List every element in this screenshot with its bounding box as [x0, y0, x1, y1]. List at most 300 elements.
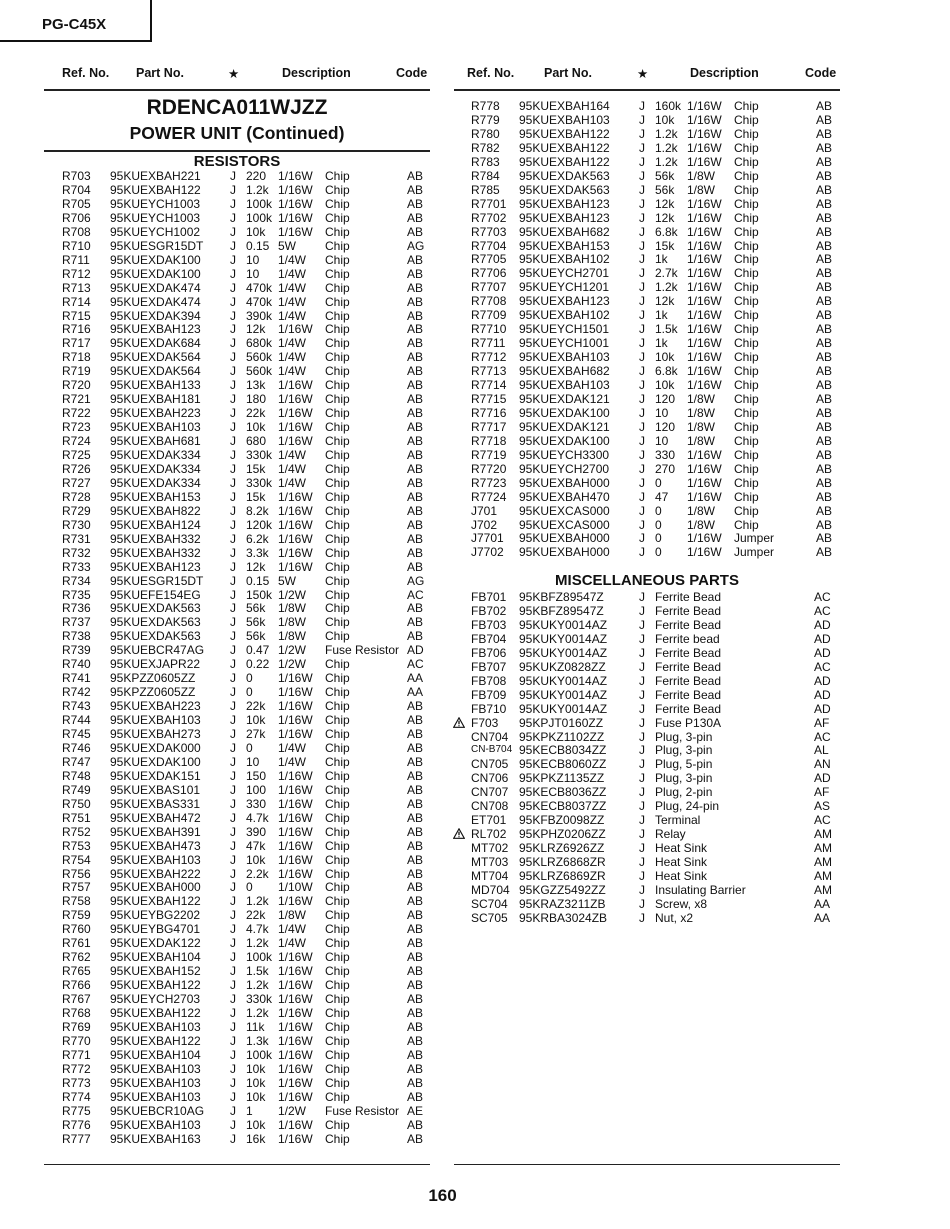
- description: Chip: [325, 615, 350, 630]
- part-no: 95KUKY0014AZ: [519, 687, 608, 702]
- ref-no: R760: [62, 922, 91, 937]
- resistance-value: 6.8k: [655, 224, 678, 239]
- ref-no: R7711: [471, 336, 506, 351]
- resistance-value: 0: [246, 685, 253, 700]
- resistance-value: 22k: [246, 699, 266, 714]
- code: AB: [407, 950, 424, 965]
- ref-no: FB701: [471, 590, 507, 604]
- wattage: 1/4W: [278, 308, 307, 323]
- resistance-value: 22k: [246, 406, 266, 421]
- wattage: 1/16W: [278, 964, 313, 979]
- wattage: 1/16W: [687, 531, 722, 546]
- ref-no: R7724: [471, 489, 507, 504]
- description: Chip: [325, 252, 350, 267]
- part-no: 95KUEXDAK122: [110, 936, 201, 951]
- mark: J: [639, 701, 645, 716]
- mark: J: [230, 964, 236, 979]
- code: AB: [407, 768, 424, 783]
- wattage: 1/16W: [278, 406, 313, 421]
- mark: J: [230, 768, 236, 783]
- description: Chip: [325, 629, 350, 644]
- description: Chip: [734, 475, 759, 490]
- part-no: 95KGZZ5492ZZ: [519, 882, 606, 897]
- description: Chip: [325, 740, 350, 755]
- part-no: 95KUEBCR47AG: [110, 643, 205, 658]
- ref-no: FB702: [471, 603, 507, 618]
- resistance-value: 1.2k: [655, 140, 678, 155]
- code: AB: [407, 922, 424, 937]
- wattage: 1/16W: [278, 685, 313, 700]
- header-code-right: Code: [805, 66, 837, 80]
- resistance-value: 47k: [246, 838, 266, 853]
- code: AA: [407, 685, 424, 700]
- description: Chip: [325, 852, 350, 867]
- ref-no: MT703: [471, 855, 509, 870]
- code: AB: [407, 1089, 424, 1104]
- part-no: 95KUEXBAH122: [519, 154, 610, 169]
- ref-no: R734: [62, 573, 91, 588]
- resistance-value: 1k: [655, 308, 668, 323]
- wattage: 1/16W: [278, 517, 313, 532]
- part-no: 95KUEXDAK563: [110, 601, 201, 616]
- wattage: 1/4W: [278, 448, 307, 462]
- code: AB: [407, 294, 424, 309]
- description: Chip: [325, 768, 350, 783]
- part-no: 95KUESGR15DT: [110, 238, 204, 253]
- ref-no: R776: [62, 1117, 91, 1132]
- part-no: 95KUEXBAH122: [110, 1006, 201, 1020]
- code: AB: [816, 350, 833, 365]
- ref-no: R779: [471, 112, 500, 127]
- ref-no: R765: [62, 964, 91, 979]
- ref-no: J701: [471, 503, 498, 518]
- mark: J: [230, 1117, 236, 1132]
- model-tab: [0, 0, 152, 42]
- part-no: 95KUEXBAH153: [519, 238, 610, 253]
- wattage: 1/16W: [687, 196, 722, 211]
- code: AE: [407, 1103, 424, 1118]
- description: Terminal: [655, 813, 701, 828]
- resistance-value: 47: [655, 489, 669, 504]
- part-no: 95KUEXDAK474: [110, 280, 201, 295]
- part-no: 95KUEXBAH332: [110, 545, 201, 560]
- code: AB: [407, 364, 424, 379]
- code: AF: [814, 785, 830, 800]
- part-no: 95KUEXCAS000: [519, 503, 610, 518]
- part-no: 95KUEXDAK334: [110, 475, 201, 490]
- wattage: 1/4W: [278, 280, 307, 295]
- part-no: 95KFBZ0098ZZ: [519, 813, 605, 828]
- mark: J: [639, 603, 645, 618]
- mark: J: [639, 182, 645, 197]
- model-label: PG-C45X: [42, 16, 107, 33]
- code: AB: [816, 99, 833, 113]
- mark: J: [230, 169, 236, 183]
- description: Chip: [325, 713, 350, 728]
- wattage: 1/16W: [278, 1061, 313, 1076]
- part-no: 95KUEXBAH470: [519, 489, 610, 504]
- code: AB: [816, 447, 833, 462]
- description: Chip: [734, 294, 759, 309]
- part-no: 95KUEYCH2700: [519, 461, 610, 476]
- wattage: 1/16W: [687, 112, 722, 127]
- resistance-value: 10k: [246, 1075, 266, 1090]
- mark: J: [230, 252, 236, 267]
- description: Chip: [325, 406, 350, 421]
- mark: J: [639, 545, 645, 560]
- description: Chip: [325, 950, 350, 965]
- description: Chip: [325, 782, 350, 797]
- ref-no: R783: [471, 154, 500, 169]
- resistance-value: 180: [246, 392, 267, 407]
- description: Chip: [325, 573, 350, 588]
- part-no: 95KUEXCAS000: [519, 517, 610, 532]
- wattage: 1/16W: [278, 782, 313, 797]
- mark: J: [639, 503, 645, 518]
- code: AB: [407, 182, 424, 197]
- code: AB: [407, 852, 424, 867]
- code: AB: [816, 461, 833, 476]
- code: AB: [407, 210, 424, 225]
- code: AD: [814, 673, 831, 688]
- mark: J: [230, 629, 236, 644]
- code: AG: [407, 238, 425, 253]
- wattage: 1/16W: [687, 266, 722, 281]
- description: Chip: [734, 126, 759, 141]
- ref-no: R7720: [471, 461, 507, 476]
- wattage: 1/16W: [278, 713, 313, 728]
- resistance-value: 0.47: [246, 643, 270, 658]
- ref-no: CN704: [471, 729, 509, 744]
- part-no: 95KUEXDAK474: [110, 294, 201, 309]
- resistance-value: 1.3k: [246, 1033, 269, 1048]
- resistance-value: 10k: [246, 1061, 266, 1076]
- part-no: 95KUEXDAK563: [519, 168, 610, 183]
- ref-no: R745: [62, 727, 91, 741]
- description: Chip: [734, 140, 759, 155]
- mark: J: [230, 838, 236, 853]
- header-ref-no-right: Ref. No.: [467, 66, 515, 80]
- ref-no: CN705: [471, 757, 509, 772]
- title-rule: [44, 150, 430, 152]
- code: AD: [407, 643, 424, 658]
- ref-no: R7703: [471, 224, 507, 239]
- part-no: 95KUEXDAK100: [519, 405, 610, 420]
- part-no: 95KUEXBAH104: [110, 950, 201, 965]
- code: AB: [407, 406, 424, 421]
- description: Chip: [734, 447, 759, 462]
- mark: J: [639, 531, 645, 546]
- resistance-value: 12k: [246, 322, 266, 337]
- description: Chip: [325, 322, 350, 337]
- mark: J: [230, 713, 236, 728]
- code: AB: [407, 252, 424, 267]
- code: AB: [407, 545, 424, 560]
- ref-no: R7706: [471, 266, 507, 281]
- resistance-value: 12k: [655, 294, 675, 309]
- ref-no: R716: [62, 322, 91, 337]
- code: AB: [407, 810, 424, 825]
- ref-no: R735: [62, 587, 91, 602]
- ref-no: CN706: [471, 771, 509, 786]
- ref-no: R780: [471, 126, 500, 141]
- part-no: 95KUKY0014AZ: [519, 617, 608, 632]
- wattage: 1/8W: [687, 391, 716, 406]
- ref-no: J702: [471, 517, 498, 532]
- description: Chip: [734, 210, 759, 225]
- wattage: 1/16W: [278, 727, 313, 741]
- ref-no: R737: [62, 615, 91, 630]
- ref-no: R767: [62, 992, 91, 1007]
- ref-no: R703: [62, 169, 91, 183]
- mark: J: [639, 433, 645, 448]
- mark: J: [230, 657, 236, 672]
- wattage: 1/16W: [278, 420, 313, 435]
- mark: J: [230, 336, 236, 351]
- part-no: 95KUEYCH1001: [519, 336, 610, 351]
- part-no: 95KUEXDAK100: [519, 433, 610, 448]
- header-part-no-right: Part No.: [544, 66, 592, 80]
- description: Chip: [734, 224, 759, 239]
- description: Chip: [325, 420, 350, 435]
- part-no: 95KECB8036ZZ: [519, 785, 607, 800]
- part-no: 95KUEXDAK563: [110, 615, 201, 630]
- mark: J: [230, 936, 236, 951]
- ref-no: R718: [62, 350, 91, 365]
- wattage: 1/16W: [278, 182, 313, 197]
- mark: J: [639, 590, 645, 604]
- ref-no: R7715: [471, 391, 507, 406]
- description: Plug, 5-pin: [655, 757, 713, 772]
- description: Ferrite Bead: [655, 603, 722, 618]
- resistance-value: 0.15: [246, 238, 270, 253]
- code: AB: [407, 866, 424, 881]
- code: AB: [816, 196, 833, 211]
- code: AB: [407, 908, 424, 923]
- resistance-value: 1.2k: [655, 154, 678, 169]
- resistance-value: 390: [246, 824, 267, 839]
- wattage: 1/16W: [278, 1033, 313, 1048]
- mark: J: [639, 855, 645, 870]
- mark: J: [639, 168, 645, 183]
- part-no: 95KUEYBG4701: [110, 922, 201, 937]
- code: AB: [407, 894, 424, 909]
- part-no: 95KUEXBAH122: [110, 1033, 201, 1048]
- wattage: 1/16W: [278, 1075, 313, 1090]
- ref-no: FB703: [471, 617, 507, 632]
- mark: J: [639, 266, 645, 281]
- mark: J: [639, 659, 645, 674]
- description: Chip: [325, 1061, 350, 1076]
- code: AC: [814, 603, 831, 618]
- code: AF: [814, 715, 830, 730]
- resistance-value: 27k: [246, 727, 266, 741]
- resistance-value: 8.2k: [246, 503, 269, 518]
- resistance-value: 15k: [246, 489, 266, 504]
- part-no: 95KUEFE154EG: [110, 587, 201, 602]
- mark: J: [639, 715, 645, 730]
- wattage: 1/16W: [278, 852, 313, 867]
- wattage: 1/16W: [278, 1089, 313, 1104]
- description: Plug, 3-pin: [655, 743, 713, 758]
- code: AB: [407, 1131, 424, 1146]
- code: AB: [816, 210, 833, 225]
- ref-no: R7713: [471, 364, 507, 379]
- part-no: 95KUKZ0828ZZ: [519, 659, 606, 674]
- description: Chip: [325, 796, 350, 811]
- mark: J: [639, 238, 645, 253]
- ref-no: R7723: [471, 475, 507, 490]
- code: AC: [814, 590, 831, 604]
- resistance-value: 560k: [246, 350, 273, 365]
- wattage: 1/16W: [687, 140, 722, 155]
- ref-no: R752: [62, 824, 91, 839]
- description: Chip: [325, 601, 350, 616]
- wattage: 1/16W: [687, 336, 722, 351]
- part-no: 95KUEXDAK151: [110, 768, 201, 783]
- ref-no: R726: [62, 461, 91, 476]
- mark: J: [639, 631, 645, 646]
- code: AB: [407, 475, 424, 490]
- resistance-value: 10: [246, 252, 260, 267]
- part-no: 95KUEXBAH123: [110, 322, 201, 337]
- part-no: 95KUESGR15DT: [110, 573, 204, 588]
- code: AB: [407, 461, 424, 476]
- resistance-value: 270: [655, 461, 676, 476]
- ref-no: R784: [471, 168, 500, 183]
- mark: J: [230, 406, 236, 421]
- wattage: 1/16W: [278, 169, 313, 183]
- wattage: 1/4W: [278, 475, 307, 490]
- wattage: 1/16W: [278, 322, 313, 337]
- description: Chip: [325, 838, 350, 853]
- part-no: 95KUEXBAH152: [110, 964, 201, 979]
- description: Chip: [325, 461, 350, 476]
- mark: J: [230, 517, 236, 532]
- mark: J: [639, 210, 645, 225]
- description: Plug, 2-pin: [655, 785, 713, 800]
- mark: J: [230, 978, 236, 993]
- mark: J: [639, 308, 645, 323]
- description: Plug, 24-pin: [655, 799, 720, 814]
- ref-no: R715: [62, 308, 91, 323]
- wattage: 1/2W: [278, 657, 307, 672]
- description: Fuse Resistor: [325, 643, 400, 658]
- mark: J: [639, 785, 645, 800]
- part-no: 95KUEXDAK100: [110, 266, 201, 281]
- description: Heat Sink: [655, 855, 708, 870]
- resistance-value: 0: [655, 475, 662, 490]
- ref-no: R773: [62, 1075, 91, 1090]
- code: AB: [407, 754, 424, 769]
- ref-no: FB709: [471, 687, 507, 702]
- wattage: 1/16W: [687, 447, 722, 462]
- description: Chip: [325, 1047, 350, 1062]
- ref-no: R7717: [471, 419, 507, 434]
- part-no: 95KUEXBAH122: [519, 126, 610, 141]
- code: AB: [816, 531, 833, 546]
- code: AB: [816, 154, 833, 169]
- wattage: 1/8W: [687, 182, 716, 197]
- code: AB: [407, 978, 424, 993]
- ref-no: R7718: [471, 433, 507, 448]
- description: Chip: [325, 1033, 350, 1048]
- part-no: 95KUEXBAH103: [110, 1075, 201, 1090]
- part-no: 95KUEXBAH000: [110, 880, 201, 895]
- code: AB: [407, 713, 424, 728]
- ref-no: R705: [62, 196, 91, 211]
- code: AL: [814, 743, 829, 758]
- resistance-value: 6.8k: [655, 364, 678, 379]
- description: Chip: [734, 350, 759, 365]
- description: Ferrite Bead: [655, 673, 722, 688]
- description: Chip: [325, 908, 350, 923]
- part-no: 95KUKY0014AZ: [519, 631, 608, 646]
- wattage: 1/16W: [278, 196, 313, 211]
- ref-no: CN-B704: [471, 744, 513, 756]
- part-no: 95KUKY0014AZ: [519, 701, 608, 716]
- code: AB: [816, 252, 833, 267]
- mark: J: [639, 475, 645, 490]
- resistance-value: 56k: [246, 629, 266, 644]
- resistance-value: 0: [655, 517, 662, 532]
- part-no: 95KUEXBAH273: [110, 727, 201, 741]
- code: AB: [407, 727, 424, 741]
- section-miscellaneous-parts: MISCELLANEOUS PARTS: [555, 572, 739, 589]
- mark: J: [230, 587, 236, 602]
- wattage: 1/8W: [687, 419, 716, 434]
- code: AB: [407, 838, 424, 853]
- description: Chip: [734, 238, 759, 253]
- description: Ferrite Bead: [655, 590, 722, 604]
- mark: J: [230, 434, 236, 449]
- mark: J: [230, 880, 236, 895]
- resistance-value: 330: [655, 447, 676, 462]
- part-no: 95KUEXBAH223: [110, 406, 201, 421]
- part-no: 95KUEXBAH123: [519, 210, 610, 225]
- ref-no: R7701: [471, 196, 507, 211]
- part-no: 95KUEYCH1201: [519, 280, 610, 295]
- description: Chip: [325, 922, 350, 937]
- part-no: 95KUEXDAK394: [110, 308, 201, 323]
- mark: J: [639, 869, 645, 883]
- ref-no: R772: [62, 1061, 91, 1076]
- description: Chip: [325, 978, 350, 993]
- wattage: 1/16W: [687, 489, 722, 504]
- mark: J: [230, 782, 236, 797]
- resistance-value: 10: [246, 754, 260, 769]
- part-no: 95KUEXBAH153: [110, 489, 201, 504]
- resistance-value: 12k: [655, 210, 675, 225]
- description: Chip: [325, 1006, 350, 1020]
- mark: J: [639, 350, 645, 365]
- wattage: 1/16W: [278, 768, 313, 783]
- mark: J: [230, 601, 236, 616]
- code: AB: [407, 740, 424, 755]
- part-no: 95KUEXBAH124: [110, 517, 201, 532]
- ref-no: J7701: [471, 531, 504, 546]
- part-no: 95KUEXBAH122: [110, 978, 201, 993]
- description: Chip: [325, 308, 350, 323]
- wattage: 1/8W: [687, 433, 716, 448]
- ref-no: R730: [62, 517, 91, 532]
- description: Chip: [325, 489, 350, 504]
- part-no: 95KUKY0014AZ: [519, 673, 608, 688]
- part-no: 95KUEXDAK564: [110, 350, 201, 365]
- description: Chip: [734, 517, 759, 532]
- mark: J: [230, 671, 236, 686]
- ref-no: RL702: [471, 827, 507, 842]
